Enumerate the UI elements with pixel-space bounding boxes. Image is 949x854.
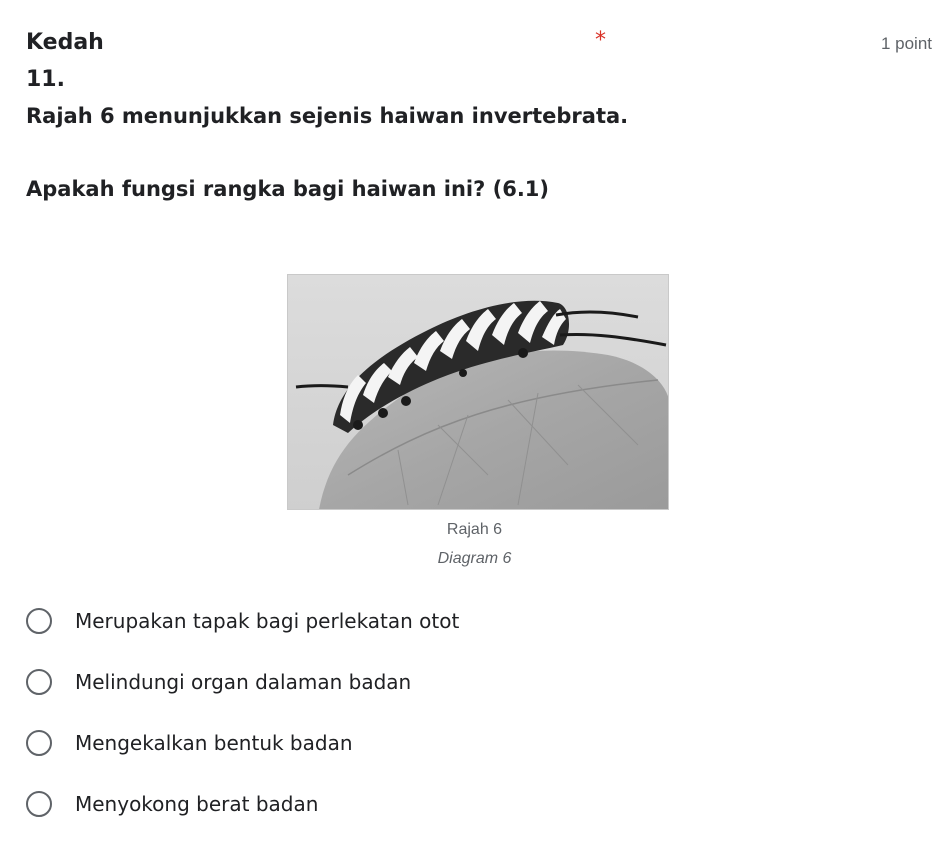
figure-caption-english: Diagram 6 <box>437 550 512 567</box>
option-label: Menyokong berat badan <box>75 791 319 816</box>
option-2[interactable] <box>26 651 906 712</box>
option-3[interactable] <box>26 712 906 773</box>
radio-button[interactable] <box>26 669 52 695</box>
question-text-line-1: Rajah 6 menunjukkan sejenis haiwan invertebrata. <box>26 104 629 128</box>
option-label: Merupakan tapak bagi perlekatan otot <box>75 608 460 633</box>
figure-caption-malay: Rajah 6 <box>446 521 503 538</box>
caterpillar-illustration <box>288 275 668 509</box>
points-label: 1 point <box>880 34 932 53</box>
option-label: Melindungi organ dalaman badan <box>75 669 412 694</box>
radio-button[interactable] <box>26 730 52 756</box>
option-label: Mengekalkan bentuk badan <box>75 730 353 755</box>
radio-button[interactable] <box>26 791 52 817</box>
option-1[interactable] <box>26 590 906 651</box>
caterpillar-photo <box>287 274 669 510</box>
question-text-line-2: Apakah fungsi rangka bagi haiwan ini? (6.1) <box>26 177 550 201</box>
question-header <box>26 28 932 58</box>
option-4[interactable] <box>26 773 906 834</box>
answer-options <box>26 590 906 834</box>
question-number: 11. <box>26 67 65 92</box>
question-title: Kedah <box>26 30 104 55</box>
required-indicator: * <box>595 28 606 53</box>
radio-button[interactable] <box>26 608 52 634</box>
